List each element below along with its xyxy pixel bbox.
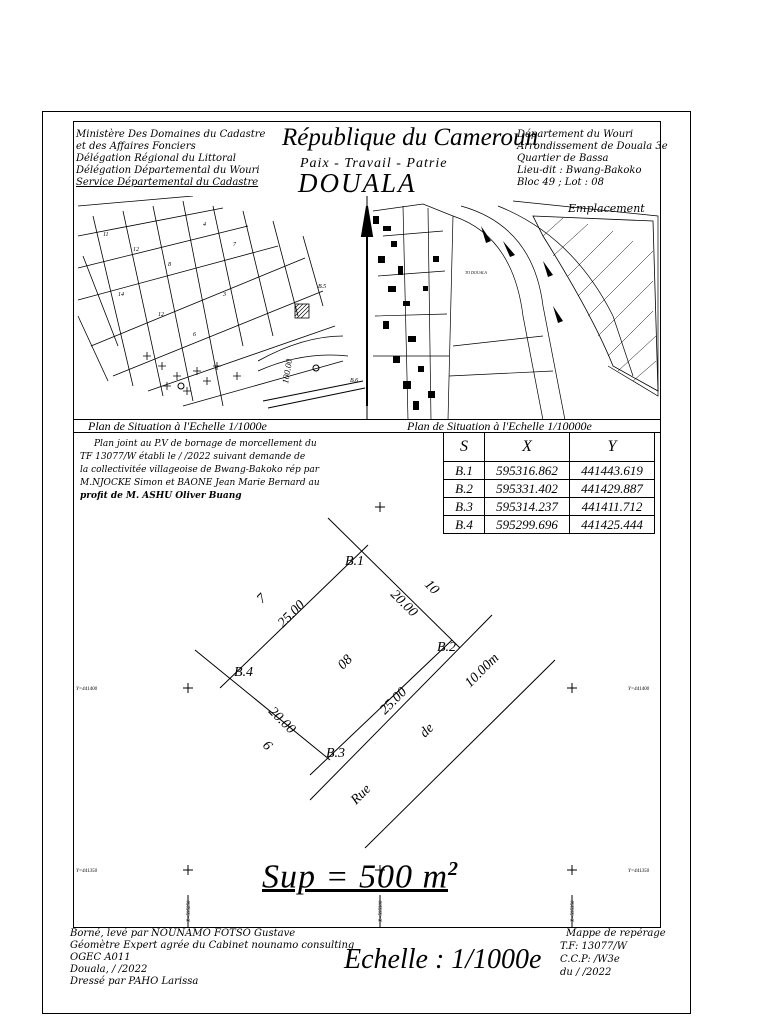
svg-text:6: 6 bbox=[193, 332, 196, 338]
header-left-line: Délégation Départemental du Wouri bbox=[76, 165, 260, 176]
plan-caption-left: Plan de Situation à l'Echelle 1/1000e bbox=[88, 419, 267, 433]
footer-right-line: du / /2022 bbox=[560, 967, 612, 978]
table-cell: B.4 bbox=[444, 516, 485, 534]
header-left-line: Ministère Des Domaines du Cadastre bbox=[76, 129, 266, 140]
header-right-line: Quartier de Bassa bbox=[517, 153, 609, 164]
footer-left-line: Borné, levé par NOUNAMO FOTSO Gustave bbox=[70, 928, 296, 939]
grid-label-x: X=595250 bbox=[187, 900, 192, 922]
map-point-b6: B.6 bbox=[350, 378, 359, 384]
table-cell: 441411.712 bbox=[570, 498, 655, 516]
road-word-rue: Rue bbox=[348, 781, 375, 808]
description-line: Plan joint au P.V de bornage de morcellement du bbox=[94, 439, 317, 449]
grid-label-y-right: Y=441350 bbox=[628, 869, 650, 874]
plan-caption-right: Plan de Situation à l'Echelle 1/10000e bbox=[407, 419, 592, 433]
svg-text:14: 14 bbox=[118, 292, 124, 298]
grid-label-y-left: Y=441350 bbox=[76, 869, 98, 874]
footer-right-line: C.C.P: /W3e bbox=[560, 954, 620, 965]
road-width-label: 10.00m bbox=[462, 650, 503, 691]
header-right-line: Bloc 49 ; Lot : 08 bbox=[517, 177, 604, 188]
footer-left-line: OGEC A011 bbox=[70, 952, 131, 963]
header-right-line: Arrondissement de Douala 3e bbox=[517, 141, 668, 152]
corner-b1: B.1 bbox=[345, 554, 365, 569]
grid-label-y-left: Y=441400 bbox=[76, 687, 98, 692]
side-length-top-left: 25.00 bbox=[275, 597, 309, 631]
description-line: M.NJOCKE Simon et BAONE Jean Marie Bernard au bbox=[80, 478, 320, 488]
emplacement-label: Emplacement bbox=[568, 202, 645, 215]
footer-left-line: Dressé par PAHO Larissa bbox=[70, 976, 199, 987]
map-distance: 100.00 bbox=[280, 358, 295, 385]
table-header: X bbox=[485, 433, 570, 462]
header-right-line: Département du Wouri bbox=[517, 129, 634, 140]
svg-text:3: 3 bbox=[223, 292, 226, 298]
grid-label-x: X=595300 bbox=[379, 900, 384, 922]
map-road-label: TO DOUALA bbox=[465, 270, 487, 275]
grid-label-x: X=595350 bbox=[571, 900, 576, 922]
description-line: la collectivitée villageoise de Bwang-Bakoko rép par bbox=[80, 465, 320, 475]
svg-text:8: 8 bbox=[168, 262, 171, 268]
side-length-bottom-right: 25.00 bbox=[377, 684, 411, 718]
table-cell: 441443.619 bbox=[570, 462, 655, 480]
description-line: profit de M. ASHU Oliver Buang bbox=[80, 491, 242, 501]
surface-area bbox=[262, 858, 459, 896]
header-left-line: Délégation Régional du Littoral bbox=[76, 153, 236, 164]
svg-text:7: 7 bbox=[233, 242, 236, 248]
republic-motto: Paix - Travail - Patrie bbox=[300, 156, 448, 171]
neighbor-lot-6: 6 bbox=[259, 738, 275, 754]
table-cell: 595316.862 bbox=[485, 462, 570, 480]
surface-exponent: 2 bbox=[448, 858, 459, 880]
plot-edge-b1-b2 bbox=[328, 518, 460, 648]
header-right-line: Lieu-dit : Bwang-Bakoko bbox=[517, 165, 642, 176]
scale-label: Echelle : 1/1000e bbox=[344, 944, 542, 975]
corner-b2: B.2 bbox=[437, 640, 457, 655]
table-cell: 441425.444 bbox=[570, 516, 655, 534]
map-point-b5: B.5 bbox=[318, 284, 327, 290]
corner-b4: B.4 bbox=[234, 665, 254, 680]
table-cell: B.3 bbox=[444, 498, 485, 516]
corner-b3: B.3 bbox=[326, 746, 346, 761]
footer-left-line: Douala, / /2022 bbox=[70, 964, 148, 975]
svg-text:4: 4 bbox=[203, 222, 206, 228]
lot-number: 08 bbox=[335, 652, 356, 673]
footer-left bbox=[70, 928, 354, 988]
surface-label: Sup = 500 m bbox=[262, 858, 448, 896]
table-header: S bbox=[444, 433, 485, 462]
header-left-line: et des Affaires Fonciers bbox=[76, 141, 196, 152]
footer-left-line: Géomètre Expert agrée du Cabinet nounamo consulting bbox=[70, 940, 355, 951]
side-length-bottom-left: 20.00 bbox=[265, 704, 299, 738]
republic-title: République du Cameroun bbox=[282, 124, 538, 151]
footer-right-line: Mappe de repérage bbox=[566, 928, 666, 939]
table-cell: B.1 bbox=[444, 462, 485, 480]
table-cell: 595299.696 bbox=[485, 516, 570, 534]
footer-right bbox=[560, 927, 666, 979]
neighbor-lot-7: 7 bbox=[254, 591, 270, 607]
grid-label-y-right: Y=441400 bbox=[628, 687, 650, 692]
city-name: DOUALA bbox=[298, 168, 417, 198]
header-left-line: Service Départemental du Cadastre bbox=[76, 177, 259, 188]
road-edge-lower bbox=[365, 660, 555, 848]
description-line: TF 13077/W établi le / /2022 suivant demande de bbox=[80, 452, 306, 462]
table-cell: 595314.237 bbox=[485, 498, 570, 516]
table-cell: 441429.887 bbox=[570, 480, 655, 498]
svg-text:11: 11 bbox=[103, 232, 109, 238]
footer-right-line: T.F: 13077/W bbox=[560, 941, 627, 952]
plot-edge-b4-b3 bbox=[195, 650, 330, 760]
side-length-top-right: 20.00 bbox=[387, 587, 421, 621]
table-cell: 595331.402 bbox=[485, 480, 570, 498]
neighbor-lot-10: 10 bbox=[421, 577, 442, 598]
table-header: Y bbox=[570, 433, 655, 462]
road-word-de: de bbox=[417, 720, 438, 741]
road-edge-upper bbox=[310, 615, 492, 800]
svg-text:12: 12 bbox=[133, 247, 139, 253]
svg-text:12: 12 bbox=[158, 312, 164, 318]
table-cell: B.2 bbox=[444, 480, 485, 498]
